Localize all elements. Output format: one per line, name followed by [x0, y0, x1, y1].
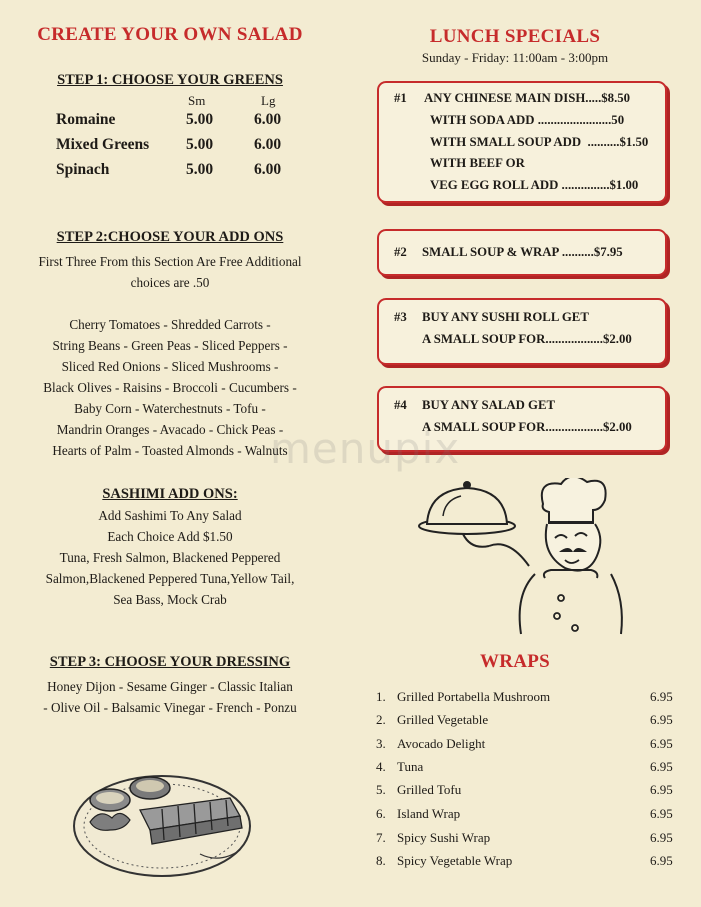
- greens-lg-price: 6.00: [254, 161, 282, 178]
- step2-intro-line: choices are .50: [130, 275, 210, 290]
- wrap-price: 6.95: [650, 712, 673, 727]
- greens-sm-price: 5.00: [186, 161, 214, 178]
- lunch-hours: Sunday - Friday: 11:00am - 3:00pm: [421, 50, 609, 65]
- wrap-name: Grilled Vegetable: [397, 712, 489, 727]
- dressing-line: - Olive Oil - Balsamic Vinegar - French - Ponzu: [43, 700, 297, 715]
- special-2-line: SMALL SOUP & WRAP ..........$7.95: [422, 245, 623, 259]
- special-1-num: #1: [394, 91, 407, 105]
- step1-heading: STEP 1: CHOOSE YOUR GREENS: [57, 72, 283, 88]
- special-1-line: WITH SODA ADD .......................50: [430, 113, 625, 127]
- greens-col-sm: Sm: [188, 93, 206, 108]
- sashimi-line: Salmon,Blackened Peppered Tuna,Yellow Tail,: [45, 571, 295, 586]
- wrap-price: 6.95: [650, 736, 673, 751]
- greens-name: Mixed Greens: [56, 136, 150, 153]
- greens-name: Spinach: [56, 161, 110, 178]
- greens-lg-price: 6.00: [254, 136, 282, 153]
- wrap-price: 6.95: [650, 806, 673, 821]
- dressing-list: [20, 676, 320, 718]
- wrap-name: Grilled Portabella Mushroom: [397, 689, 551, 704]
- salad-plate-illustration: [70, 758, 256, 882]
- wraps-title: WRAPS: [479, 651, 551, 672]
- wrap-price: 6.95: [650, 689, 673, 704]
- wrap-name: Spicy Vegetable Wrap: [397, 853, 513, 868]
- greens-sm-price: 5.00: [186, 111, 214, 128]
- greens-lg-price: 6.00: [254, 111, 282, 128]
- addons-line: Sliced Red Onions - Sliced Mushrooms -: [61, 359, 279, 374]
- step3-heading: STEP 3: CHOOSE YOUR DRESSING: [49, 654, 291, 670]
- wrap-name: Tuna: [397, 759, 424, 774]
- special-4-num: #4: [394, 398, 407, 412]
- menupix-watermark: menupix: [270, 424, 461, 473]
- sashimi-list: [20, 505, 320, 610]
- addons-line: Cherry Tomatoes - Shredded Carrots -: [69, 317, 271, 332]
- wrap-num: 2.: [376, 712, 386, 727]
- special-3-line: A SMALL SOUP FOR..................$2.00: [422, 332, 632, 346]
- wrap-price: 6.95: [650, 853, 673, 868]
- special-1-line: VEG EGG ROLL ADD ...............$1.00: [430, 178, 639, 192]
- wrap-num: 3.: [376, 736, 386, 751]
- sashimi-line: Each Choice Add $1.50: [107, 529, 233, 544]
- wrap-num: 8.: [376, 853, 386, 868]
- special-1-line: WITH SMALL SOUP ADD ..........$1.50: [430, 135, 649, 149]
- wrap-num: 1.: [376, 689, 386, 704]
- wrap-price: 6.95: [650, 782, 673, 797]
- special-2-num: #2: [394, 245, 407, 259]
- addons-line: Black Olives - Raisins - Broccoli - Cucumbers -: [43, 380, 297, 395]
- wrap-num: 5.: [376, 782, 386, 797]
- wrap-num: 7.: [376, 830, 386, 845]
- wrap-num: 4.: [376, 759, 386, 774]
- wrap-name: Grilled Tofu: [397, 782, 462, 797]
- special-4-line: BUY ANY SALAD GET: [422, 398, 556, 412]
- sashimi-heading: SASHIMI ADD ONS:: [102, 486, 238, 502]
- wrap-name: Spicy Sushi Wrap: [397, 830, 491, 845]
- addons-line: Hearts of Palm - Toasted Almonds - Walnuts: [52, 443, 288, 458]
- special-1-line: ANY CHINESE MAIN DISH.....$8.50: [424, 91, 631, 105]
- wrap-name: Avocado Delight: [397, 736, 486, 751]
- sashimi-line: Sea Bass, Mock Crab: [113, 592, 227, 607]
- addons-line: Baby Corn - Waterchestnuts - Tofu -: [74, 401, 266, 416]
- chef-illustration: [415, 478, 630, 638]
- addons-line: String Beans - Green Peas - Sliced Peppers -: [52, 338, 288, 353]
- greens-col-lg: Lg: [261, 93, 276, 108]
- sashimi-line: Add Sashimi To Any Salad: [98, 508, 242, 523]
- special-4-line: A SMALL SOUP FOR..................$2.00: [422, 420, 632, 434]
- salad-title: CREATE YOUR OWN SALAD: [37, 24, 303, 45]
- wrap-name: Island Wrap: [397, 806, 461, 821]
- special-1-line: WITH BEEF OR: [430, 156, 525, 170]
- step2-heading: STEP 2:CHOOSE YOUR ADD ONS: [56, 229, 284, 245]
- special-3-line: BUY ANY SUSHI ROLL GET: [422, 310, 589, 324]
- special-3-num: #3: [394, 310, 407, 324]
- sashimi-line: Tuna, Fresh Salmon, Blackened Peppered: [59, 550, 281, 565]
- lunch-specials-title: LUNCH SPECIALS: [429, 26, 601, 47]
- wrap-price: 6.95: [650, 759, 673, 774]
- dressing-line: Honey Dijon - Sesame Ginger - Classic Italian: [47, 679, 293, 694]
- addons-line: Mandrin Oranges - Avacado - Chick Peas -: [56, 422, 284, 437]
- wrap-price: 6.95: [650, 830, 673, 845]
- step2-intro: [20, 251, 320, 293]
- step2-intro-line: First Three From this Section Are Free Additional: [38, 254, 302, 269]
- greens-name: Romaine: [56, 111, 116, 128]
- greens-sm-price: 5.00: [186, 136, 214, 153]
- wrap-num: 6.: [376, 806, 386, 821]
